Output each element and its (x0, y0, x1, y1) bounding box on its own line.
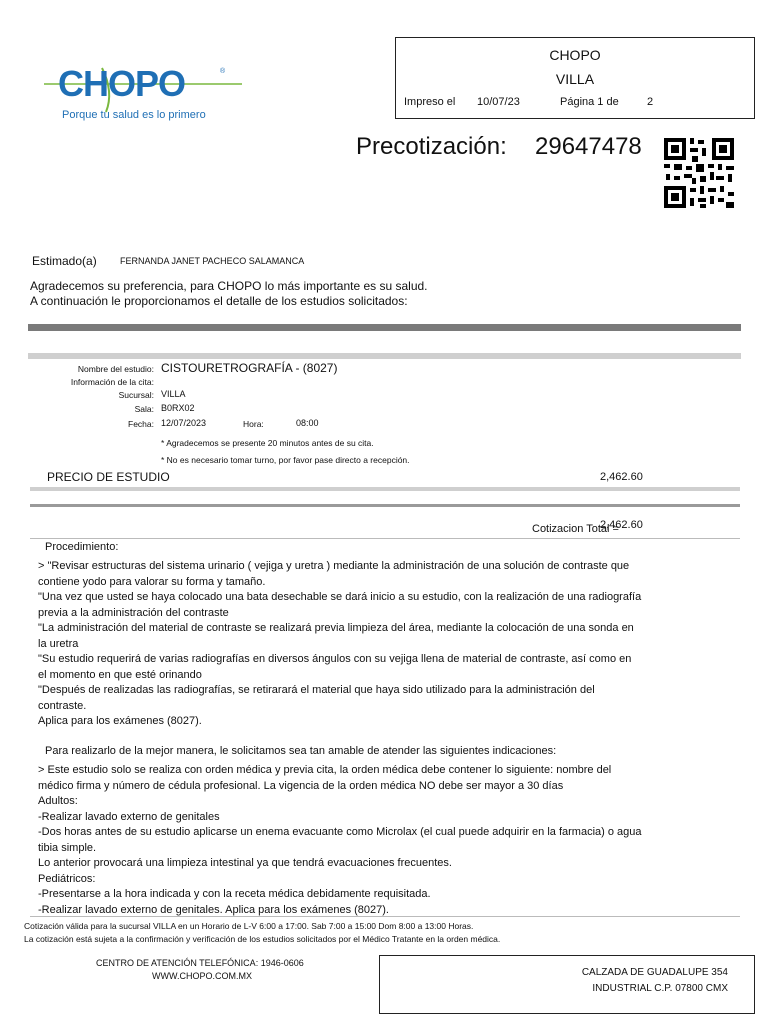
indication-line: tibia simple. (38, 841, 97, 854)
procedure-text (38, 559, 688, 730)
indication-line: Pediátricos: (38, 872, 96, 885)
procedure-line: Aplica para los exámenes (8027). (38, 715, 202, 727)
phone-info: CENTRO DE ATENCIÓN TELEFÓNICA: 1946-0606 (96, 958, 304, 968)
appointment-info-label: Información de la cita: (70, 377, 154, 387)
time-label: Hora: (243, 419, 264, 429)
qr-code-icon (662, 136, 736, 210)
tagline: Porque tu salud es lo primero (62, 109, 206, 121)
procedure-title: Procedimiento: (45, 541, 119, 553)
procedure-line: la uretra (38, 637, 79, 650)
header-box (395, 37, 755, 119)
study-time: 08:00 (296, 418, 319, 428)
study-note-1: * Agradecemos se presente 20 minutos antes de su cita. (161, 438, 374, 448)
procedure-line: el momento en que esté orinando (38, 668, 202, 681)
divider-thick (28, 324, 741, 331)
indication-line: médico firma y número de cédula profesional. La vigencia de la orden médica NO debe ser mayor a 30 días (38, 779, 564, 792)
indication-line: Adultos: (38, 795, 78, 807)
study-note-2: * No es necesario tomar turno, por favor pase directo a recepción. (161, 455, 410, 465)
page-total: 2 (647, 96, 654, 108)
logo-text: CHOPO (58, 63, 186, 104)
greeting-label: Estimado(a) (32, 254, 97, 268)
company-name: CHOPO (549, 47, 601, 63)
patient-name: FERNANDA JANET PACHECO SALAMANCA (120, 256, 305, 266)
divider-line (30, 538, 740, 539)
address-box (379, 955, 755, 1014)
procedure-line: "Una vez que usted se haya colocado una bata desechable se dará inicio a su estudio, con la realización de una radiografía (38, 591, 642, 603)
price-label: PRECIO DE ESTUDIO (47, 470, 170, 484)
validity-note: Cotización válida para la sucursal VILLA en un Horario de L-V 6:00 a 17:00. Sab 7:00 a 15:00 Dom 8:00 a 13:00 Horas. (24, 921, 474, 931)
indications-text (38, 763, 688, 918)
branch-name: VILLA (555, 71, 595, 87)
greeting-line-1: Agradecemos su preferencia, para CHOPO lo más importante es su salud. (30, 279, 428, 293)
quote-number: 29647478 (535, 133, 642, 160)
indication-line: -Realizar lavado externo de genitales. Aplica para los exámenes (8027). (38, 903, 389, 916)
procedure-line: > "Revisar estructuras del sistema urinario ( vejiga y uretra ) mediante la administración de una solución de contraste que (38, 560, 630, 572)
address-line-1: CALZADA DE GUADALUPE 354 (581, 967, 728, 978)
procedure-line: previa a la administración del contraste (38, 606, 229, 619)
address-line-2: INDUSTRIAL C.P. 07800 CMX (592, 983, 728, 994)
date-label: Fecha: (128, 419, 154, 429)
procedure-line: contraste. (38, 699, 87, 712)
quote-label: Precotización: (356, 133, 507, 160)
total-value: 2,462.60 (600, 519, 643, 531)
indication-line: -Realizar lavado externo de genitales (38, 810, 220, 823)
divider-thin (28, 353, 741, 359)
divider-mid-2 (30, 504, 740, 507)
indication-line: Lo anterior provocará una limpieza intestinal ya que tendrá evacuaciones frecuentes. (38, 857, 452, 869)
study-price: 2,462.60 (600, 471, 643, 483)
indication-line: -Presentarse a la hora indicada y con la receta médica debidamente requisitada. (38, 888, 431, 900)
indication-line: -Dos horas antes de su estudio aplicarse un enema evacuante como Microlax (el cual puede adquirir en la farmacia) o agua (38, 826, 642, 838)
printed-label: Impreso el (404, 96, 456, 108)
procedure-line: "La administración del material de contraste se realizará previa limpieza del área, mediante la colocación de una sonda en (38, 622, 634, 634)
printed-date: 10/07/23 (477, 96, 520, 108)
procedure-line: "Después de realizadas las radiografías, se retirarará el material que haya sido utilizado para la administración del (38, 684, 595, 696)
svg-text:®: ® (220, 68, 226, 75)
indications-title: Para realizarlo de la mejor manera, le solicitamos sea tan amable de atender las siguientes indicaciones: (45, 745, 557, 757)
room-label: Sala: (134, 404, 154, 414)
total-label: Cotizacion Total = (532, 523, 619, 535)
divider-mid (30, 487, 740, 491)
procedure-line: contiene yodo para valorar su forma y tamaño. (38, 575, 266, 588)
procedure-line: "Su estudio requerirá de varias radiografías en diversos ángulos con su vejiga llena de material de contraste, así como en (38, 653, 632, 665)
study-name-label: Nombre del estudio: (77, 364, 154, 374)
page-label: Página 1 de (560, 96, 619, 108)
footer-divider (30, 916, 740, 917)
study-name: CISTOURETROGRAFÍA - (8027) (161, 361, 338, 375)
greeting-line-2: A continuación le proporcionamos el detalle de los estudios solicitados: (30, 294, 408, 308)
disclaimer-note: La cotización está sujeta a la confirmación y verificación de los estudios solicitados por el Médico Tratante en la orden médica. (24, 934, 501, 944)
study-room: B0RX02 (161, 403, 195, 413)
study-date: 12/07/2023 (161, 418, 207, 428)
website-link[interactable]: WWW.CHOPO.COM.MX (152, 971, 252, 981)
study-branch: VILLA (161, 389, 186, 399)
branch-label: Sucursal: (118, 390, 154, 400)
indication-line: > Este estudio solo se realiza con orden médica y previa cita, la orden médica debe contener lo siguiente: nombre del (38, 764, 612, 776)
